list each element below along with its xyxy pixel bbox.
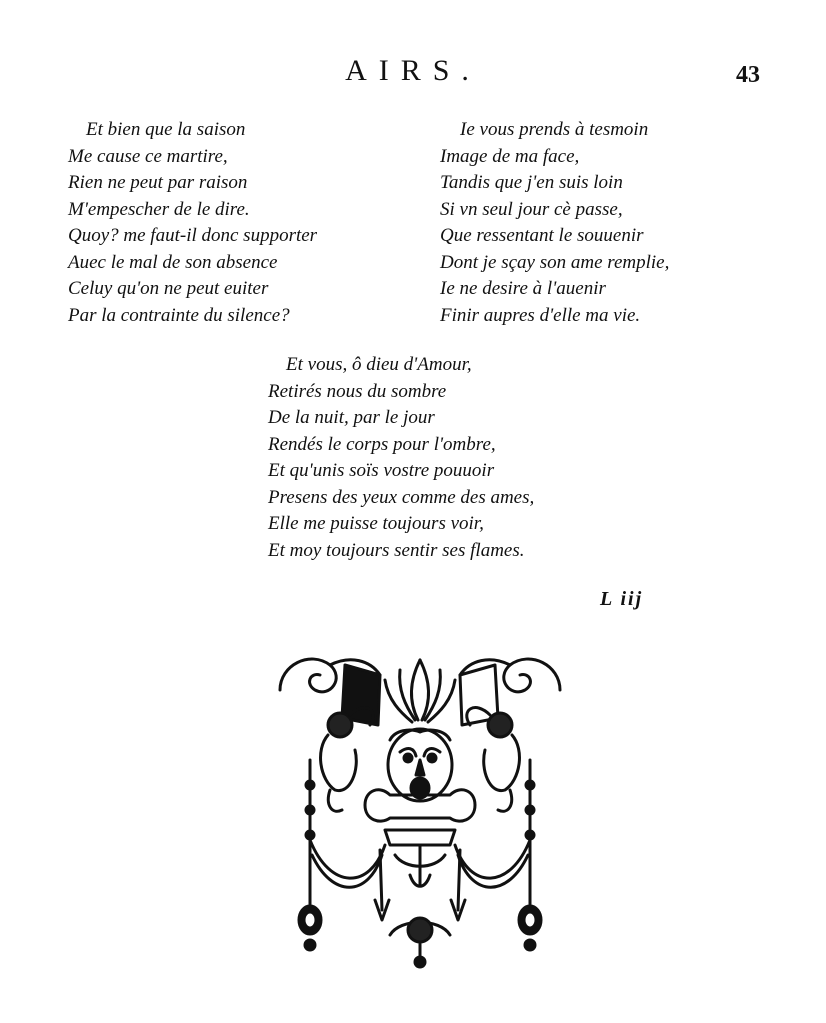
verse-line: Quoy? me faut-il donc supporter: [68, 225, 318, 246]
verse-line: Et vous, ô dieu d'Amour,: [286, 354, 472, 375]
verse-line: Finir aupres d'elle ma vie.: [440, 304, 641, 326]
verse-line: Me cause ce martire,: [68, 145, 228, 167]
verse-line: Et qu'unis soïs vostre pouuoir: [268, 460, 495, 481]
page-number: 43: [736, 62, 760, 88]
grotesque-mask-ornament-icon: [270, 640, 570, 970]
running-title: AIRS.: [345, 54, 481, 87]
verse-line: Et moy toujours sentir ses flames.: [268, 539, 525, 561]
verse-line: Tandis que j'en suis loin: [440, 172, 623, 193]
verse-line: Celuy qu'on ne peut euiter: [68, 278, 269, 299]
verse-line: Image de ma face,: [440, 145, 580, 167]
verse-line: Presens des yeux comme des ames,: [268, 486, 535, 508]
verse-line: Et bien que la saison: [86, 119, 246, 140]
verse-line: Par la contrainte du silence?: [68, 304, 290, 326]
verse-line: Elle me puisse toujours voir,: [268, 513, 484, 534]
verse-line: Que ressentant le souuenir: [440, 225, 644, 246]
stanza-center: [268, 352, 534, 564]
verse-line: Si vn seul jour cè passe,: [440, 198, 623, 220]
signature-mark: L iij: [600, 588, 644, 610]
stanza-right: [440, 117, 669, 329]
stanza-left: [68, 117, 317, 329]
verse-line: M'empescher de le dire.: [68, 198, 250, 220]
verse-line: Ie vous prends à tesmoin: [460, 119, 649, 140]
verse-line: Rien ne peut par raison: [68, 172, 248, 193]
verse-line: Retirés nous du sombre: [268, 380, 447, 402]
verse-line: Ie ne desire à l'auenir: [440, 278, 606, 299]
verse-line: Rendés le corps pour l'ombre,: [268, 433, 496, 455]
verse-line: De la nuit, par le jour: [268, 407, 435, 428]
verse-line: Dont je sçay son ame remplie,: [440, 251, 670, 273]
verse-line: Auec le mal de son absence: [68, 251, 278, 273]
